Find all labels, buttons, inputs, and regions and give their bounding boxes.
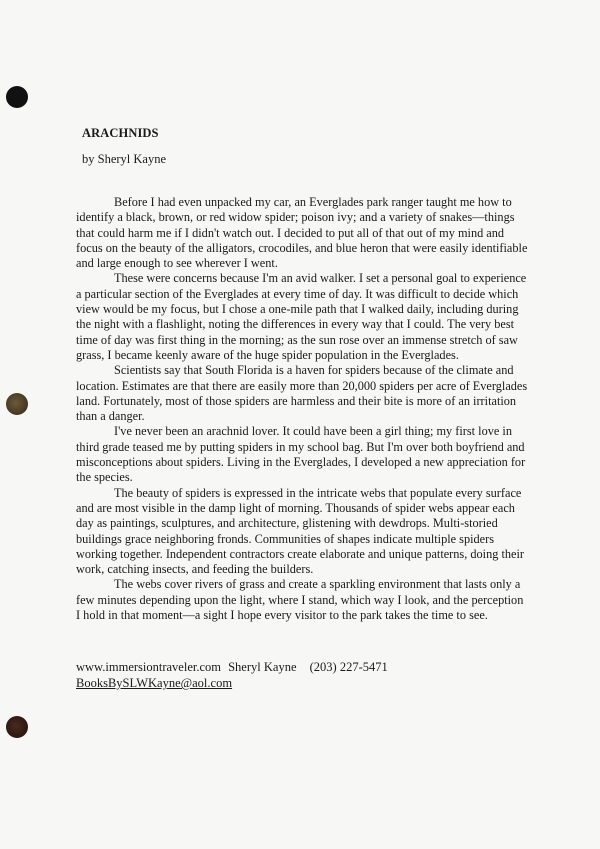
author-byline: by Sheryl Kayne	[82, 152, 167, 166]
paragraph: Scientists say that South Florida is a haven for spiders because of the climate and location. Estimates are that there are easily more than 20,000 spiders per acre of Everglades land. Fortunately, most of those spiders are harmless and their bite is more of an irritation than a danger.	[76, 363, 528, 424]
paragraph: Before I had even unpacked my car, an Everglades park ranger taught me how to identify a black, brown, or red widow spider; poison ivy; and a variety of snakes—things that could harm me if I didn't watch out. I decided to put all of that out of my mind and focus on the beauty of the alligators, crocodiles, and blue heron that were easily identifiable and large enough to see wherever I went.	[76, 195, 528, 271]
paragraph: I've never been an arachnid lover. It could have been a girl thing; my first love in third grade teased me by putting spiders in my school bag. But I'm over both boyfriend and misconceptions about spiders. Living in the Everglades, I developed a new appreciation for the species.	[76, 424, 526, 485]
contact-line	[76, 659, 392, 675]
punch-hole-bottom	[6, 716, 28, 738]
paragraph: The webs cover rivers of grass and create a sparkling environment that lasts only a few minutes depending upon the light, where I stand, which way I look, and the perception I hold in that moment—a sight I hope every visitor to the park takes the time to see.	[76, 577, 524, 623]
email-link[interactable]: BooksBySLWKayne@aol.com	[76, 676, 233, 690]
contact-block	[76, 659, 392, 691]
website-link[interactable]: www.immersiontraveler.com	[76, 660, 221, 674]
paragraph: The beauty of spiders is expressed in the intricate webs that populate every surface and are most visible in the damp light of morning. Thousands of spider webs appear each day as paintings, sculptures, and architecture, glistening with dewdrops. Multi-storied buildings grace neighboring fronds. Communities of shapes indicate multiple spiders working together. Independent contractors create elaborate and unique patterns, doing their work, catching insects, and feeding the builders.	[76, 485, 524, 577]
paragraph: These were concerns because I'm an avid walker. I set a personal goal to experience a particular section of the Everglades at every time of day. It was difficult to decide which view would be my focus, but I chose a one-mile path that I walked daily, including during the night with a flashlight, noting the differences in every way that I could. The very best time of day was first thing in the morning; as the sun rose over an immense stretch of saw grass, I became keenly aware of the huge spider population in the Everglades.	[76, 271, 527, 362]
punch-hole-top	[6, 86, 28, 108]
punch-hole-middle	[6, 393, 28, 415]
document-title: ARACHNIDS	[82, 126, 159, 140]
contact-phone: (203) 227-5471	[309, 660, 388, 674]
article-body	[76, 195, 528, 623]
contact-name: Sheryl Kayne	[228, 660, 297, 674]
